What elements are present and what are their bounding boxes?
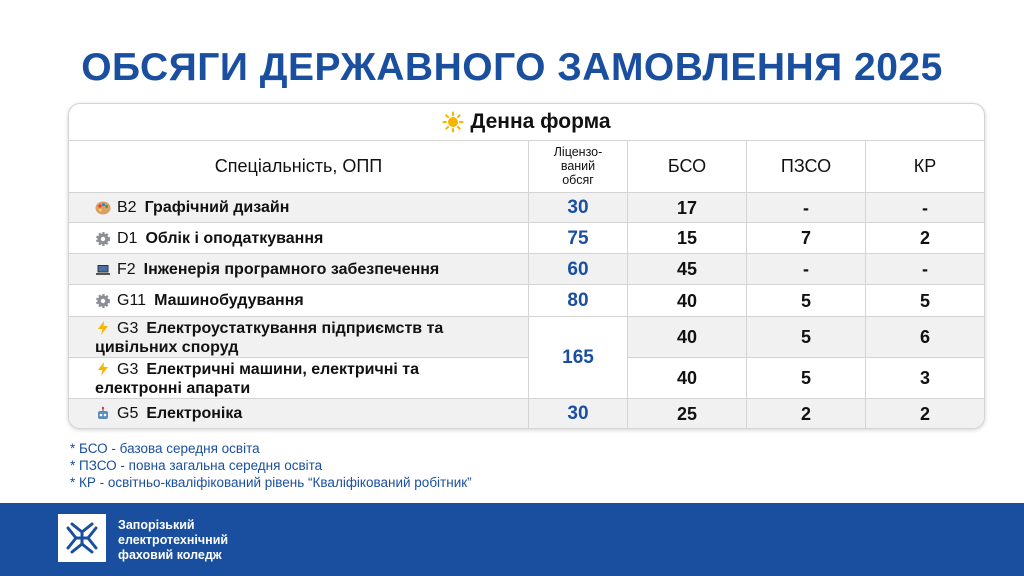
gear-icon <box>95 293 111 309</box>
specialty-code: D1 <box>117 229 138 247</box>
college-name <box>118 518 228 563</box>
specialty-code: G11 <box>117 292 147 309</box>
pzso-value: - <box>747 254 866 285</box>
gear-icon <box>95 231 111 247</box>
bso-value: 40 <box>628 317 747 358</box>
pzso-value: 5 <box>747 285 866 317</box>
kr-value: - <box>922 259 928 279</box>
specialty-name: Інженерія програмного забезпечення <box>143 260 440 278</box>
specialty-text <box>95 319 443 357</box>
pzso-value: 5 <box>747 317 866 358</box>
specialty-code: G3 <box>117 319 139 337</box>
header-licensed-line2: ваний <box>560 159 596 173</box>
specialty-cell <box>69 223 529 254</box>
specialty-code: G3 <box>117 360 139 378</box>
specialty-name: Машинобудування <box>154 292 304 309</box>
header-licensed-line1: Ліцензо- <box>553 145 603 159</box>
table-row <box>69 222 984 254</box>
table-row <box>69 316 984 358</box>
college-name-line3: фаховий коледж <box>118 548 222 562</box>
section-header <box>69 104 984 141</box>
specialty-code: F2 <box>117 260 136 278</box>
state-order-table <box>68 103 985 429</box>
kr-value: 2 <box>919 403 930 424</box>
kr-value: 2 <box>919 228 930 248</box>
specialty-name-line1: Електричні машини, електричні та <box>146 360 420 378</box>
college-logo <box>58 514 106 562</box>
table-row <box>69 357 984 399</box>
specialty-name-line2: цивільних споруд <box>95 338 239 356</box>
licensed-value: 80 <box>529 285 628 317</box>
college-name-line2: електротехнічний <box>118 533 229 547</box>
pzso-value: 7 <box>747 223 866 254</box>
palette-icon <box>95 200 111 216</box>
specialty-name-line2: електронні апарати <box>95 379 251 397</box>
page-title: ОБСЯГИ ДЕРЖАВНОГО ЗАМОВЛЕННЯ 2025 <box>81 46 943 89</box>
specialty-cell <box>69 254 529 285</box>
specialty-cell <box>69 399 529 429</box>
footnote-kr: * КР - освітньо-кваліфікований рівень “Кваліфікований робітник” <box>70 475 472 490</box>
specialty-name-line1: Електроустаткування підприємств та <box>146 319 444 337</box>
pzso-value: - <box>747 193 866 223</box>
header-kr: КР <box>913 155 937 176</box>
table-row <box>69 192 984 223</box>
sun-icon <box>442 111 464 133</box>
kr-value: 5 <box>919 290 930 311</box>
bso-value: 40 <box>628 358 747 399</box>
specialty-code: B2 <box>117 199 137 216</box>
bso-value: 25 <box>628 399 747 429</box>
kr-value: - <box>922 197 928 218</box>
pzso-value: 5 <box>747 358 866 399</box>
footnotes <box>70 440 472 491</box>
footnote-pzso: * ПЗСО - повна загальна середня освіта <box>70 458 323 473</box>
section-title: Денна форма <box>470 110 611 133</box>
lightning-icon <box>95 320 111 336</box>
table-row <box>69 398 984 429</box>
specialty-name: Графічний дизайн <box>144 199 290 216</box>
licensed-value: 30 <box>529 193 628 223</box>
table-header-row <box>69 140 984 192</box>
bso-value: 15 <box>628 223 747 254</box>
bso-value: 45 <box>628 254 747 285</box>
bso-value: 17 <box>628 193 747 223</box>
header-specialty: Спеціальність, ОПП <box>69 140 529 192</box>
specialty-cell <box>69 358 529 399</box>
college-name-line1: Запорізький <box>118 518 195 532</box>
specialty-cell <box>69 193 529 223</box>
specialty-cell <box>69 317 529 358</box>
specialty-name: Облік і оподаткування <box>145 229 324 247</box>
specialty-code: G5 <box>117 405 139 422</box>
header-pzso: ПЗСО <box>747 140 866 192</box>
merged-licensed-value: 165 <box>529 316 628 398</box>
laptop-icon <box>95 262 111 278</box>
bso-value: 40 <box>628 285 747 317</box>
pzso-value: 2 <box>747 399 866 429</box>
lightning-icon <box>95 361 111 377</box>
table-row <box>69 284 984 317</box>
table-row <box>69 253 984 285</box>
header-licensed-line3: обсяг <box>562 173 594 187</box>
licensed-value: 75 <box>529 223 628 254</box>
robot-icon <box>95 406 111 422</box>
kr-value: 6 <box>919 327 930 347</box>
header-bso: БСО <box>628 140 747 192</box>
specialty-cell <box>69 285 529 317</box>
licensed-value: 30 <box>529 399 628 429</box>
footnote-bso: * БСО - базова середня освіта <box>70 441 260 456</box>
specialty-text <box>95 360 419 398</box>
specialty-name: Електроніка <box>146 405 243 422</box>
header-licensed <box>529 140 628 192</box>
licensed-value: 60 <box>529 254 628 285</box>
kr-value: 3 <box>919 368 930 388</box>
